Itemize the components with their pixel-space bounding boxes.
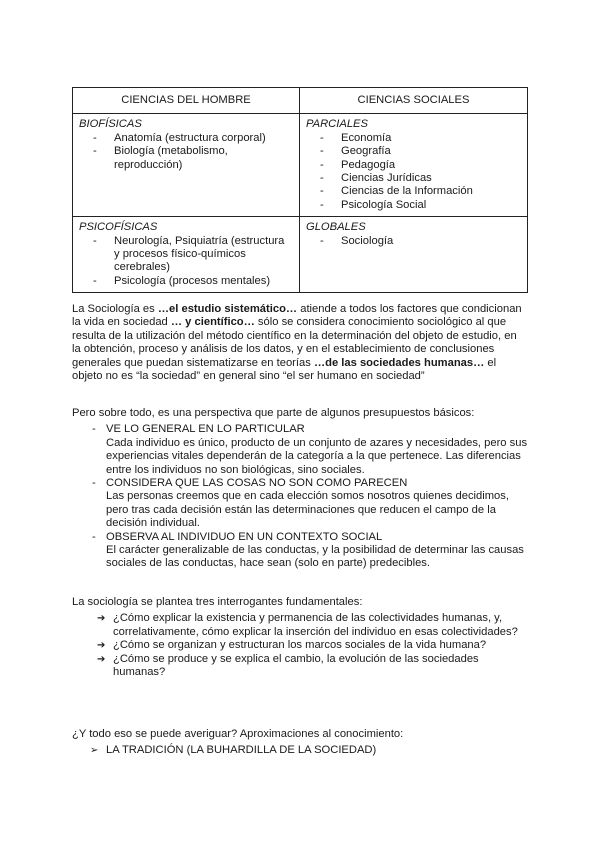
list-item: - Neurología, Psiquiatría (estructura y procesos físico-químicos cerebrales) — [93, 235, 293, 275]
list-item — [92, 423, 528, 477]
list-item: - Biología (metabolismo, reproducción) — [93, 145, 293, 172]
cell-title: PARCIALES — [306, 118, 368, 131]
table-row — [73, 217, 528, 293]
item-title: - OBSERVA AL INDIVIDUO EN UN CONTEXTO SOCIAL — [106, 530, 383, 543]
list-item: ➔ ¿Cómo se organizan y estructuran los marcos sociales de la vida humana? — [97, 639, 528, 652]
cell-title: PSICOFÍSICAS — [79, 221, 158, 234]
list-item: - Economía — [320, 132, 521, 145]
item-title: - CONSIDERA QUE LAS COSAS NO SON COMO PARECEN — [106, 477, 408, 490]
header-ciencias-sociales: CIENCIAS SOCIALES — [300, 88, 528, 114]
list-item: - Ciencias de la Información — [320, 185, 521, 198]
list-item: - Pedagogía — [320, 159, 521, 172]
cell-list — [306, 235, 521, 248]
table-row — [73, 114, 528, 217]
cell-list — [79, 235, 293, 289]
item-description: Cada individuo es único, producto de un conjunto de azares y necesidades, pero sus experiencias vitales dependerán de la categoría a la que pertenece. Las diferencias entre los individuos no son biológicas, sino sociales. — [106, 436, 528, 476]
definition-paragraph — [72, 303, 528, 383]
questions-section — [72, 596, 528, 679]
list-item: ➔ ¿Cómo se produce y se explica el cambio, la evolución de las sociedades humanas? — [97, 653, 528, 680]
list-item: - Psicología (procesos mentales) — [93, 275, 293, 288]
item-description: El carácter generalizable de las conductas, y la posibilidad de determinar las causas sociales de las conductas, hace sean (solo en parte) predecibles. — [106, 544, 524, 570]
definition-text: el objeto no es “la sociedad” en general sino “el ser humano en sociedad” — [72, 356, 497, 383]
list-item: ➢ LA TRADICIÓN (LA BUHARDILLA DE LA SOCIEDAD) — [90, 744, 528, 757]
questions-list — [72, 612, 528, 679]
list-item: - Geografía — [320, 145, 521, 158]
perspective-intro: Pero sobre todo, es una perspectiva que parte de algunos presupuestos básicos: — [72, 407, 475, 419]
cell-list — [79, 132, 293, 172]
knowledge-section — [72, 728, 528, 758]
definition-bold: …el estudio sistemático… — [157, 303, 298, 315]
cell-psicofisicas — [73, 217, 300, 293]
questions-intro: La sociología se plantea tres interrogantes fundamentales: — [72, 596, 363, 608]
header-ciencias-del-hombre: CIENCIAS DEL HOMBRE — [73, 88, 300, 114]
list-item: - Psicología Social — [320, 199, 521, 212]
item-title: - VE LO GENERAL EN LO PARTICULAR — [106, 423, 305, 436]
definition-text: sólo se considera conocimiento sociológico al que resulta de la utilización del método científico en la determinación del objeto de estudio, en la obtención, proceso y análisis de los datos, y en el establecimiento de conclusiones generales que puedan sistematizarse en teorías — [72, 316, 517, 369]
list-item: ➔ ¿Cómo explicar la existencia y permanencia de las colectividades humanas, y, correlativamente, cómo explicar la inserción del individuo en esas colectividades? — [97, 612, 528, 639]
perspective-section — [72, 407, 528, 571]
definition-bold: …de las sociedades humanas… — [313, 356, 485, 369]
list-item — [92, 477, 528, 531]
cell-globales — [300, 217, 528, 293]
list-item: - Sociología — [320, 235, 521, 248]
knowledge-intro: ¿Y todo eso se puede averiguar? Aproximaciones al conocimiento: — [72, 728, 404, 740]
table-header-row — [73, 88, 528, 114]
cell-title: GLOBALES — [306, 221, 366, 234]
list-item: - Anatomía (estructura corporal) — [93, 132, 293, 145]
sciences-table — [72, 87, 528, 293]
definition-text: La Sociología es — [72, 303, 158, 315]
definition-bold: … y científico… — [170, 316, 255, 329]
perspective-list — [72, 423, 528, 570]
cell-parciales — [300, 114, 528, 217]
cell-biofisicas — [73, 114, 300, 217]
knowledge-list — [72, 744, 528, 757]
list-item — [92, 531, 528, 571]
cell-title: BIOFÍSICAS — [79, 118, 142, 131]
list-item: - Ciencias Jurídicas — [320, 172, 521, 185]
item-description: Las personas creemos que en cada elección somos nosotros quienes decidimos, pero tras cada decisión están las determinaciones que reducen el campo de la decisión individual. — [106, 490, 509, 530]
definition-text: atiende a todos los factores que condicionan la vida en sociedad — [72, 303, 522, 329]
cell-list — [306, 132, 521, 212]
